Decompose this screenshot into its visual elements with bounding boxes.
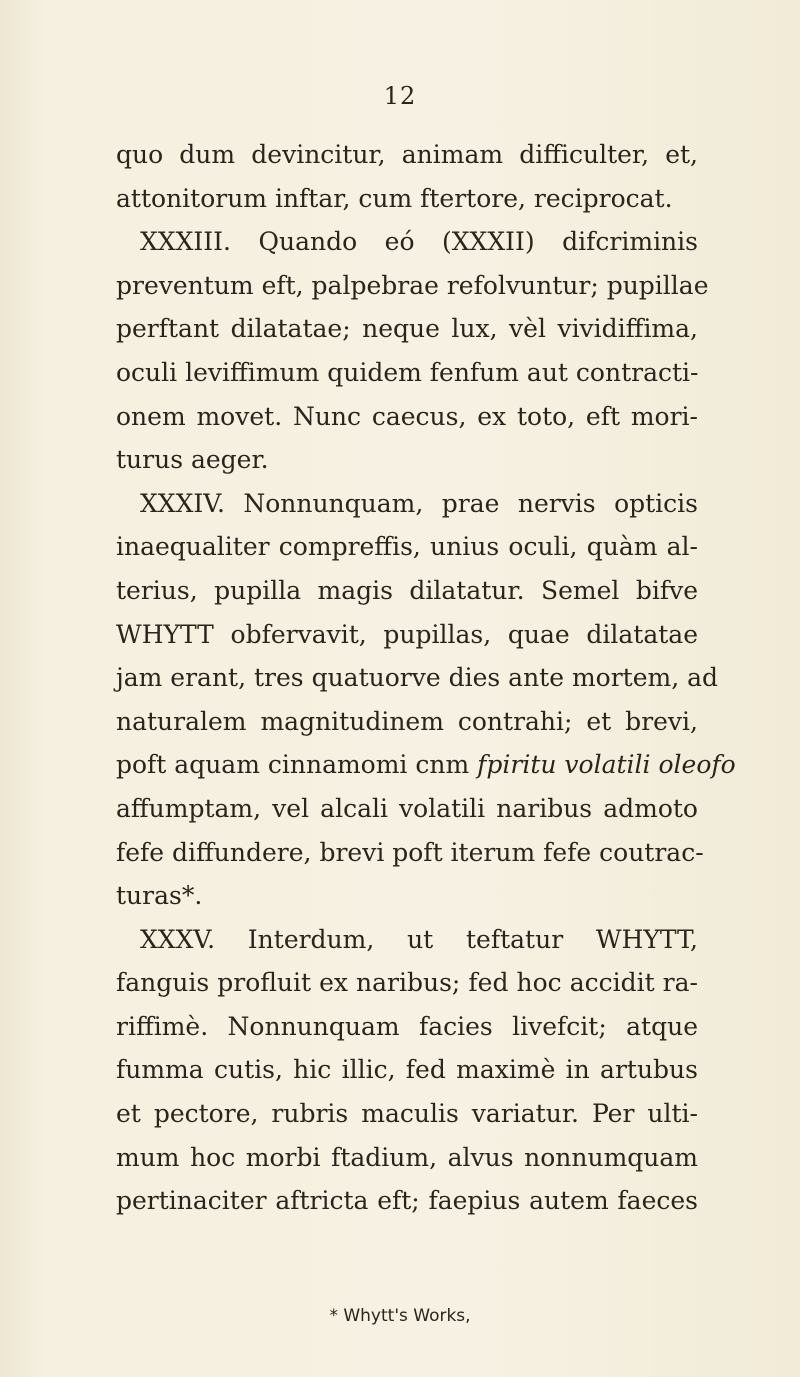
text-line: quo dum devincitur, animam difficulter, et, [116, 140, 698, 169]
text-line: naturalem magnitudinem contrahi; et brevi, [116, 706, 698, 736]
text-line: XXXIV. Nonnunquam, prae nervis opticis [140, 488, 698, 518]
text-line: fefe diffundere, brevi poft iterum fefe coutrac- [116, 837, 704, 867]
text-line: riffimè. Nonnunquam facies livefcit; atque [116, 1011, 698, 1041]
text-line [116, 743, 736, 787]
text-line: turas*. [116, 881, 203, 911]
text-line: affumptam, vel alcali volatili naribus admoto [116, 793, 698, 823]
text-line: attonitorum inftar, cum ftertore, reciprocat. [116, 183, 673, 213]
text-line: oculi leviffimum quidem fenfum aut contracti- [116, 357, 699, 387]
text-line: terius, pupilla magis dilatatur. Semel bifve [116, 575, 698, 605]
text-line: inaequaliter compreffis, unius oculi, quàm al- [116, 532, 698, 562]
text-line: onem movet. Nunc caecus, ex toto, eft mori- [116, 401, 698, 431]
body-text [116, 133, 736, 1223]
text-line-roman: poft aquam cinnamomi cnm [116, 750, 470, 780]
text-line: pertinaciter aftricta eft; faepius autem faeces [116, 1186, 698, 1216]
page-number: 12 [383, 82, 417, 110]
text-line: turus aeger. [116, 445, 269, 475]
text-line: WHYTT obfervavit, pupillas, quae dilatatae [116, 619, 698, 649]
text-line: fumma cutis, hic illic, fed maximè in artubus [116, 1055, 698, 1085]
text-line-italic: fpiritu volatili oleofo [477, 750, 736, 780]
text-line: XXXIII. Quando eó (XXXII) difcriminis [140, 227, 698, 257]
text-line: perftant dilatatae; neque lux, vèl vividiffima, [116, 314, 698, 344]
text-line: jam erant, tres quatuorve dies ante mortem, ad [116, 663, 719, 693]
text-line: XXXV. Interdum, ut teftatur WHYTT, [140, 924, 698, 954]
text-line: fanguis profluit ex naribus; fed hoc accidit ra- [116, 968, 698, 998]
text-line: et pectore, rubris maculis variatur. Per ulti- [116, 1099, 698, 1129]
text-line: preventum eft, palpebrae refolvuntur; pupillae [116, 270, 709, 300]
text-line: mum hoc morbi ftadium, alvus nonnumquam [116, 1142, 698, 1172]
footnote: * Whytt's Works, [329, 1306, 471, 1326]
